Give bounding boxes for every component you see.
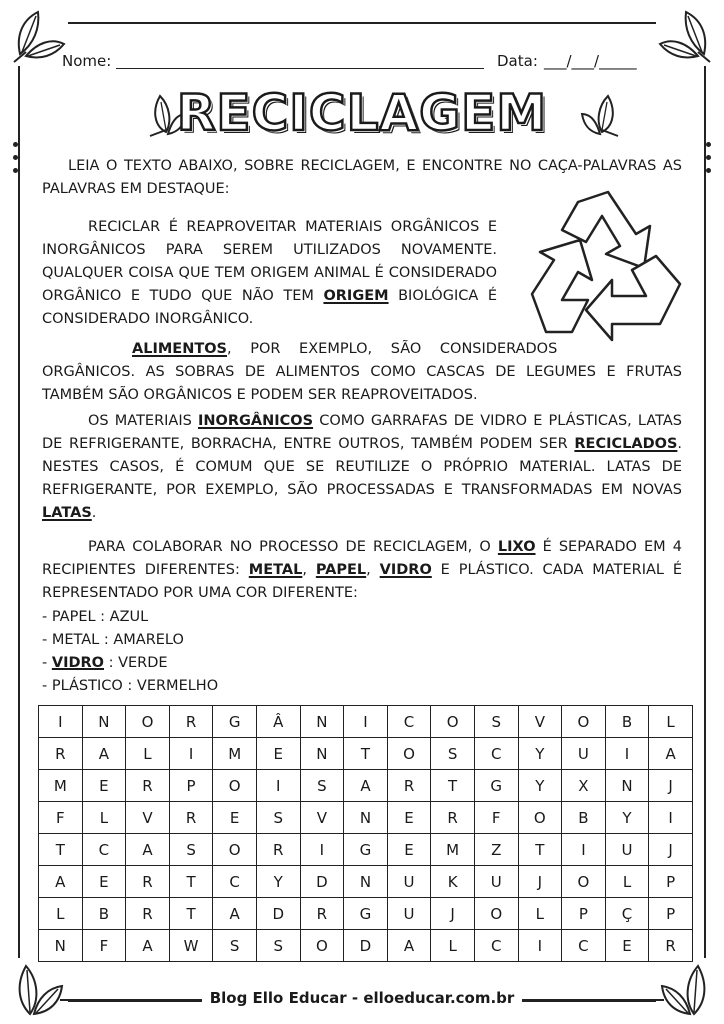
keyword-origem: ORIGEM bbox=[323, 288, 389, 304]
grid-cell[interactable]: D bbox=[344, 930, 388, 962]
list-bullet: - bbox=[42, 609, 52, 625]
grid-cell[interactable]: S bbox=[300, 770, 344, 802]
paragraph-text: BIOLÓGICA É CONSIDERADO INORGÂNICO. bbox=[42, 288, 497, 327]
keyword-alimentos: ALIMENTOS bbox=[132, 341, 227, 357]
grid-cell[interactable]: P bbox=[649, 866, 693, 898]
date-label: Data: bbox=[497, 52, 538, 70]
name-label: Nome: bbox=[62, 52, 112, 70]
list-bullet: - bbox=[42, 678, 52, 694]
grid-cell[interactable]: N bbox=[300, 738, 344, 770]
list-item bbox=[42, 675, 218, 698]
grid-cell[interactable]: M bbox=[431, 834, 475, 866]
grid-cell[interactable]: E bbox=[387, 834, 431, 866]
grid-cell[interactable]: R bbox=[126, 898, 170, 930]
grid-cell[interactable]: O bbox=[387, 738, 431, 770]
paragraph-text: PARA COLABORAR NO PROCESSO DE RECICLAGEM, O bbox=[88, 539, 498, 555]
paragraph-3 bbox=[42, 410, 682, 525]
grid-cell[interactable]: J bbox=[649, 834, 693, 866]
grid-cell[interactable]: J bbox=[649, 770, 693, 802]
grid-cell[interactable]: O bbox=[126, 706, 170, 738]
grid-cell[interactable]: I bbox=[605, 738, 649, 770]
grid-cell[interactable]: E bbox=[82, 866, 126, 898]
grid-cell[interactable]: L bbox=[649, 706, 693, 738]
grid-cell[interactable]: U bbox=[387, 898, 431, 930]
grid-cell[interactable]: L bbox=[431, 930, 475, 962]
leaf-icon bbox=[580, 92, 622, 138]
paragraph-2 bbox=[42, 338, 682, 407]
grid-cell[interactable]: Z bbox=[474, 834, 518, 866]
page-title: RECICLAGEM bbox=[176, 84, 548, 142]
word-search-grid bbox=[38, 705, 693, 962]
grid-row bbox=[39, 770, 693, 802]
list-item bbox=[42, 606, 218, 629]
grid-cell[interactable]: R bbox=[169, 706, 213, 738]
grid-cell[interactable]: S bbox=[256, 802, 300, 834]
paragraph-4 bbox=[42, 536, 682, 605]
grid-cell[interactable]: R bbox=[387, 770, 431, 802]
grid-cell[interactable]: E bbox=[605, 930, 649, 962]
paragraph-text: É SEPARADO EM 4 RECIPIENTES DIFERENTES: bbox=[42, 539, 682, 578]
grid-cell[interactable]: I bbox=[169, 738, 213, 770]
grid-cell[interactable]: X bbox=[562, 770, 606, 802]
grid-cell[interactable]: L bbox=[126, 738, 170, 770]
grid-cell[interactable]: U bbox=[605, 834, 649, 866]
grid-cell[interactable]: D bbox=[300, 866, 344, 898]
grid-cell[interactable]: N bbox=[344, 866, 388, 898]
grid-cell[interactable]: A bbox=[126, 834, 170, 866]
grid-cell[interactable]: B bbox=[562, 802, 606, 834]
grid-cell[interactable]: C bbox=[474, 930, 518, 962]
grid-cell[interactable]: L bbox=[518, 898, 562, 930]
grid-cell[interactable]: P bbox=[169, 770, 213, 802]
grid-row bbox=[39, 898, 693, 930]
keyword-papel: PAPEL bbox=[315, 562, 367, 578]
keyword-vidro: VIDRO bbox=[379, 562, 432, 578]
grid-cell[interactable]: T bbox=[169, 898, 213, 930]
keyword-inorganicos: INORGÂNICOS bbox=[197, 413, 314, 429]
paragraph-text: RECICLAR É REAPROVEITAR MATERIAIS ORGÂNICOS E INORGÂNICOS PARA SEREM UTILIZADOS NOVAMENTE. QUALQUER COISA QUE TEM ORIGEM ANIMAL É CONSIDERADO ORGÂNICO E TUDO QUE NÃO TEM bbox=[42, 219, 497, 304]
grid-cell[interactable]: V bbox=[518, 706, 562, 738]
grid-cell[interactable]: N bbox=[39, 930, 83, 962]
keyword-metal: METAL bbox=[248, 562, 303, 578]
grid-cell[interactable]: S bbox=[213, 930, 257, 962]
grid-cell[interactable]: C bbox=[387, 706, 431, 738]
grid-cell[interactable]: W bbox=[169, 930, 213, 962]
grid-cell[interactable]: Y bbox=[605, 802, 649, 834]
recycle-icon bbox=[528, 182, 688, 342]
grid-cell[interactable]: I bbox=[649, 802, 693, 834]
color-list bbox=[42, 606, 218, 698]
paragraph-text: , bbox=[366, 562, 380, 578]
grid-cell[interactable]: N bbox=[82, 706, 126, 738]
grid-cell[interactable]: G bbox=[474, 770, 518, 802]
grid-row bbox=[39, 802, 693, 834]
grid-cell[interactable]: P bbox=[649, 898, 693, 930]
grid-cell[interactable]: T bbox=[344, 738, 388, 770]
keyword-lixo: LIXO bbox=[497, 539, 536, 555]
name-field[interactable] bbox=[116, 68, 484, 69]
grid-cell[interactable]: R bbox=[256, 834, 300, 866]
grid-cell[interactable]: R bbox=[39, 738, 83, 770]
grid-cell[interactable]: U bbox=[562, 738, 606, 770]
date-field[interactable]: ___/___/_____ bbox=[544, 52, 637, 70]
grid-cell[interactable]: A bbox=[126, 930, 170, 962]
grid-cell[interactable]: U bbox=[387, 866, 431, 898]
grid-cell[interactable]: V bbox=[300, 802, 344, 834]
grid-cell[interactable]: R bbox=[169, 802, 213, 834]
grid-cell[interactable]: J bbox=[518, 866, 562, 898]
grid-cell[interactable]: E bbox=[82, 770, 126, 802]
grid-cell[interactable]: A bbox=[344, 770, 388, 802]
keyword-vidro: VIDRO bbox=[51, 655, 104, 671]
grid-cell[interactable]: A bbox=[39, 866, 83, 898]
grid-cell[interactable]: P bbox=[562, 898, 606, 930]
grid-cell[interactable]: N bbox=[300, 706, 344, 738]
grid-cell[interactable]: M bbox=[39, 770, 83, 802]
grid-cell[interactable]: N bbox=[344, 802, 388, 834]
grid-cell[interactable]: Y bbox=[518, 770, 562, 802]
grid-cell[interactable]: I bbox=[344, 706, 388, 738]
grid-cell[interactable]: S bbox=[474, 706, 518, 738]
grid-cell[interactable]: J bbox=[431, 898, 475, 930]
paragraph-1 bbox=[42, 216, 497, 331]
grid-cell[interactable]: S bbox=[256, 930, 300, 962]
grid-cell[interactable]: C bbox=[82, 834, 126, 866]
grid-cell[interactable]: K bbox=[431, 866, 475, 898]
grid-cell[interactable]: O bbox=[562, 866, 606, 898]
grid-cell[interactable]: G bbox=[344, 898, 388, 930]
grid-cell[interactable]: U bbox=[474, 866, 518, 898]
grid-row bbox=[39, 866, 693, 898]
paragraph-text: , POR EXEMPLO, SÃO CONSIDERADOS bbox=[227, 341, 558, 357]
grid-cell[interactable]: A bbox=[82, 738, 126, 770]
grid-cell[interactable]: R bbox=[431, 802, 475, 834]
grid-cell[interactable]: O bbox=[300, 930, 344, 962]
grid-cell[interactable]: G bbox=[213, 706, 257, 738]
grid-cell[interactable]: E bbox=[387, 802, 431, 834]
grid-cell[interactable]: I bbox=[518, 930, 562, 962]
keyword-reciclados: RECICLADOS bbox=[574, 436, 678, 452]
grid-cell[interactable]: C bbox=[474, 738, 518, 770]
paragraph-text: E PLÁSTICO. CADA MATERIAL É REPRESENTADO POR UMA COR DIFERENTE: bbox=[42, 562, 683, 601]
grid-row bbox=[39, 706, 693, 738]
grid-cell[interactable]: A bbox=[213, 898, 257, 930]
list-bullet: - bbox=[42, 632, 52, 648]
list-text: PLÁSTICO : VERMELHO bbox=[51, 678, 219, 694]
grid-cell[interactable]: R bbox=[126, 770, 170, 802]
grid-row bbox=[39, 930, 693, 962]
grid-cell[interactable]: F bbox=[82, 930, 126, 962]
grid-cell[interactable]: O bbox=[562, 706, 606, 738]
grid-cell[interactable]: F bbox=[39, 802, 83, 834]
grid-cell[interactable]: G bbox=[344, 834, 388, 866]
list-item bbox=[42, 629, 218, 652]
grid-cell[interactable]: R bbox=[300, 898, 344, 930]
paragraph-text: , bbox=[302, 562, 316, 578]
grid-cell[interactable]: R bbox=[126, 866, 170, 898]
paragraph-text: OS MATERIAIS bbox=[88, 413, 198, 429]
left-dots bbox=[13, 142, 18, 173]
footer-text: Blog Ello Educar - elloeducar.com.br bbox=[202, 989, 523, 1007]
grid-cell[interactable]: B bbox=[605, 706, 649, 738]
grid-cell[interactable]: C bbox=[213, 866, 257, 898]
grid-cell[interactable]: Â bbox=[256, 706, 300, 738]
grid-cell[interactable]: I bbox=[562, 834, 606, 866]
grid-cell[interactable]: I bbox=[256, 770, 300, 802]
paragraph-text: COMO GARRAFAS DE VIDRO E PLÁSTICAS, LATAS DE REFRIGERANTE, BORRACHA, ENTRE OUTROS, TAMBÉM PODEM SER bbox=[42, 413, 682, 452]
grid-cell[interactable]: I bbox=[300, 834, 344, 866]
grid-cell[interactable]: T bbox=[39, 834, 83, 866]
list-text: PAPEL : AZUL bbox=[51, 609, 149, 625]
grid-cell[interactable]: E bbox=[213, 802, 257, 834]
grid-cell[interactable]: O bbox=[474, 898, 518, 930]
grid-cell[interactable]: S bbox=[431, 738, 475, 770]
right-dots bbox=[706, 142, 711, 173]
keyword-latas: LATAS bbox=[42, 505, 92, 521]
grid-cell[interactable]: L bbox=[82, 802, 126, 834]
grid-cell[interactable]: L bbox=[39, 898, 83, 930]
grid-cell[interactable]: I bbox=[39, 706, 83, 738]
grid-cell[interactable]: O bbox=[431, 706, 475, 738]
grid-cell[interactable]: C bbox=[562, 930, 606, 962]
grid-cell[interactable]: D bbox=[256, 898, 300, 930]
grid-cell[interactable]: Y bbox=[518, 738, 562, 770]
grid-cell[interactable]: A bbox=[649, 738, 693, 770]
list-item bbox=[42, 652, 218, 675]
leaf-corner-top-left-icon bbox=[8, 6, 68, 66]
grid-cell[interactable]: T bbox=[169, 866, 213, 898]
instructions: LEIA O TEXTO ABAIXO, SOBRE RECICLAGEM, E ENCONTRE NO CAÇA-PALAVRAS AS PALAVRAS EM DESTAQUE: bbox=[42, 158, 682, 197]
grid-cell[interactable]: M bbox=[213, 738, 257, 770]
grid-cell[interactable]: L bbox=[605, 866, 649, 898]
grid-cell[interactable]: Ç bbox=[605, 898, 649, 930]
grid-row bbox=[39, 738, 693, 770]
grid-cell[interactable]: V bbox=[126, 802, 170, 834]
list-bullet: - bbox=[42, 655, 52, 671]
grid-cell[interactable]: A bbox=[387, 930, 431, 962]
list-text: METAL : AMARELO bbox=[51, 632, 184, 648]
grid-cell[interactable]: T bbox=[431, 770, 475, 802]
grid-cell[interactable]: B bbox=[82, 898, 126, 930]
paragraph-text: . bbox=[91, 505, 97, 521]
grid-row bbox=[39, 834, 693, 866]
paragraph-text: ORGÂNICOS. AS SOBRAS DE ALIMENTOS COMO CASCAS DE LEGUMES E FRUTAS TAMBÉM SÃO ORGÂNICOS E PODEM SER REAPROVEITADOS. bbox=[42, 364, 682, 403]
grid-cell[interactable]: S bbox=[169, 834, 213, 866]
footer bbox=[0, 988, 724, 1007]
grid-cell[interactable]: E bbox=[256, 738, 300, 770]
paragraph-text: . NESTES CASOS, É COMUM QUE SE REUTILIZE O PRÓPRIO MATERIAL. LATAS DE REFRIGERANTE, POR EXEMPLO, SÃO PROCESSADAS E TRANSFORMADAS EM NOVAS bbox=[42, 436, 682, 498]
grid-cell[interactable]: R bbox=[649, 930, 693, 962]
grid-cell[interactable]: F bbox=[474, 802, 518, 834]
grid-cell[interactable]: O bbox=[518, 802, 562, 834]
grid-cell[interactable]: Y bbox=[256, 866, 300, 898]
grid-cell[interactable]: N bbox=[605, 770, 649, 802]
list-text: : VERDE bbox=[104, 655, 168, 671]
leaf-corner-top-right-icon bbox=[656, 6, 716, 66]
grid-cell[interactable]: O bbox=[213, 770, 257, 802]
grid-cell[interactable]: T bbox=[518, 834, 562, 866]
grid-cell[interactable]: O bbox=[213, 834, 257, 866]
